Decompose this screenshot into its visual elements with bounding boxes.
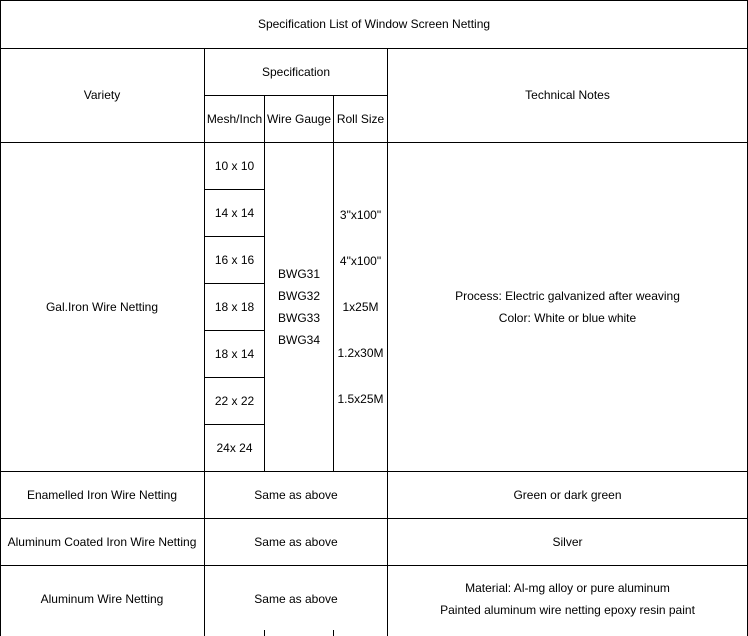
variety-aluminum-coated: Aluminum Coated Iron Wire Netting (7, 534, 197, 549)
wire-gauge-value: BWG32 (277, 288, 320, 303)
variety-enamelled: Enamelled Iron Wire Netting (26, 487, 178, 502)
header-mesh: Mesh/Inch (206, 111, 263, 126)
table-title: Specification List of Window Screen Netting (257, 17, 491, 31)
header-technical-notes: Technical Notes (525, 88, 610, 102)
notes-aluminum-coated: Silver (552, 534, 583, 549)
header-roll-size: Roll Size (336, 111, 385, 126)
wire-gauge-value: BWG33 (277, 310, 320, 325)
roll-size-value: 3"x100" (339, 207, 382, 222)
mesh-cell: 10 x 10 (214, 158, 255, 173)
spec-same-as-above: Same as above (254, 487, 338, 502)
roll-size-value: 1x25M (342, 299, 379, 314)
notes-gal-iron (387, 142, 748, 471)
roll-size-value: 1.5x25M (337, 391, 384, 406)
technical-note: Color: White or blue white (498, 310, 637, 325)
variety-gal-iron: Gal.Iron Wire Netting (45, 299, 159, 314)
roll-size-cell (333, 142, 388, 471)
spec-same-as-above: Same as above (254, 534, 338, 549)
header-specification: Specification (261, 64, 331, 79)
technical-note: Painted aluminum wire netting epoxy resin paint (440, 603, 695, 617)
variety-aluminum: Aluminum Wire Netting (40, 592, 164, 606)
mesh-cell: 14 x 14 (214, 205, 255, 220)
roll-size-value: 1.2x30M (337, 345, 384, 360)
spec-same-as-above: Same as above (254, 592, 338, 606)
notes-enamelled: Green or dark green (513, 487, 622, 502)
notes-aluminum (387, 565, 748, 633)
technical-note: Process: Electric galvanized after weaving (455, 288, 680, 303)
mesh-cell: 16 x 16 (214, 252, 255, 267)
mesh-cell: 18 x 14 (214, 346, 255, 361)
wire-gauge-value: BWG31 (277, 266, 320, 281)
mesh-cell: 24x 24 (216, 440, 253, 455)
mesh-cell: 22 x 22 (214, 393, 255, 408)
technical-note: Material: Al-mg alloy or pure aluminum (465, 581, 670, 595)
roll-size-value: 4"x100" (339, 253, 382, 268)
header-variety: Variety (83, 88, 121, 102)
mesh-cell: 18 x 18 (214, 299, 255, 314)
wire-gauge-cell (264, 142, 334, 471)
wire-gauge-value: BWG34 (277, 332, 320, 347)
header-wire-gauge: Wire Gauge (266, 111, 332, 126)
